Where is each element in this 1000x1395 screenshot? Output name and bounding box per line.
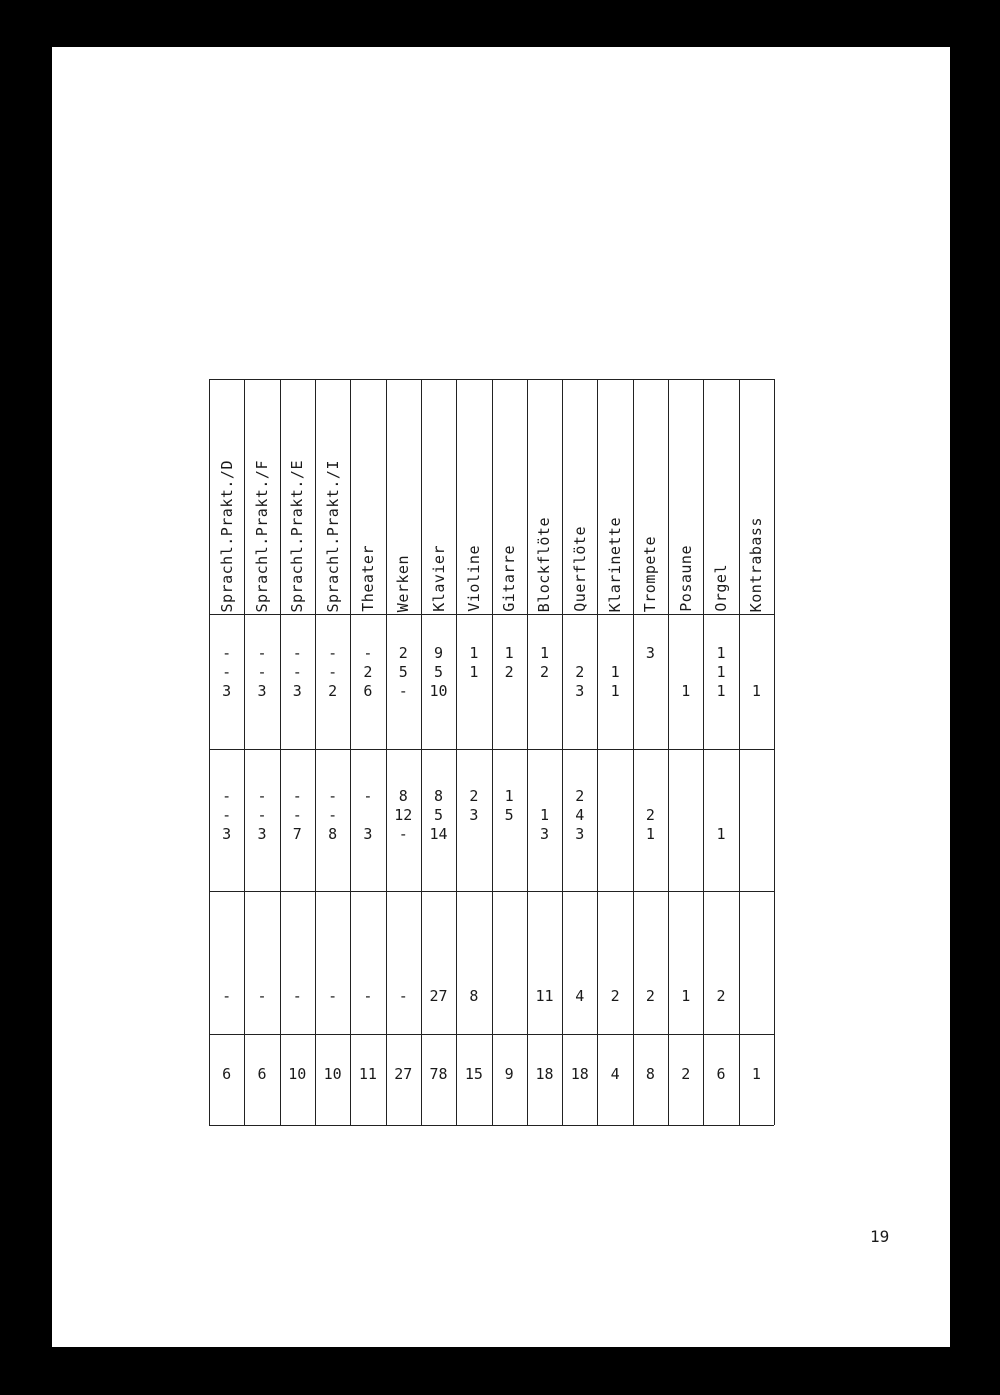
value-cell: 11 [535, 987, 554, 1005]
value-cell: - [222, 806, 232, 824]
value-cell: 1 [716, 825, 726, 843]
column-header-label: Sprachl.Prakt./E [288, 459, 307, 612]
value-cell: - [328, 787, 338, 805]
value-cell: 4 [575, 806, 585, 824]
column-header-label: Klavier [429, 545, 448, 612]
total-cell: 4 [610, 1065, 620, 1083]
value-cell: 1 [716, 644, 726, 662]
total-cell: 2 [681, 1065, 691, 1083]
column-header [703, 384, 738, 612]
value-cell: - [398, 825, 408, 843]
value-cell: 2 [645, 987, 655, 1005]
total-cell: 18 [570, 1065, 589, 1083]
value-cell: 14 [429, 825, 448, 843]
value-cell: 1 [751, 682, 761, 700]
value-cell: 3 [575, 825, 585, 843]
value-cell: 1 [469, 644, 479, 662]
value-cell: 1 [504, 787, 514, 805]
value-cell: - [328, 806, 338, 824]
total-cell: 15 [464, 1065, 483, 1083]
total-cell: 18 [535, 1065, 554, 1083]
value-cell: 27 [429, 987, 448, 1005]
column-header-label: Trompete [641, 535, 660, 612]
value-cell: 8 [469, 987, 479, 1005]
value-cell: 2 [504, 663, 514, 681]
column-header-label: Kontrabass [747, 516, 766, 612]
value-cell: 1 [610, 663, 620, 681]
column-header-label: Gitarre [500, 545, 519, 612]
value-cell: - [257, 987, 267, 1005]
value-cell: 8 [434, 787, 444, 805]
column-header-label: Werken [394, 554, 413, 612]
value-cell: - [257, 663, 267, 681]
value-cell: 3 [645, 644, 655, 662]
value-cell: 1 [681, 987, 691, 1005]
table-rule [209, 1125, 774, 1126]
value-cell: 3 [222, 682, 232, 700]
value-cell: - [328, 644, 338, 662]
value-cell: - [292, 663, 302, 681]
value-cell: 1 [469, 663, 479, 681]
column-header-label: Orgel [712, 564, 731, 612]
value-cell: - [398, 682, 408, 700]
column-header-label: Blockflöte [535, 516, 554, 612]
total-cell: 11 [358, 1065, 377, 1083]
value-cell: - [257, 644, 267, 662]
value-cell: 5 [398, 663, 408, 681]
value-cell: - [363, 787, 373, 805]
value-cell: - [292, 987, 302, 1005]
value-cell: - [292, 787, 302, 805]
value-cell: 2 [575, 787, 585, 805]
column-header-label: Theater [358, 545, 377, 612]
value-cell: 8 [328, 825, 338, 843]
total-cell: 27 [394, 1065, 413, 1083]
column-header [350, 384, 385, 612]
value-cell: 1 [539, 644, 549, 662]
column-header [280, 384, 315, 612]
value-cell: 12 [394, 806, 413, 824]
value-cell: 10 [429, 682, 448, 700]
value-cell: - [363, 987, 373, 1005]
document-page [52, 47, 950, 1347]
column-header [668, 384, 703, 612]
column-header [209, 384, 244, 612]
total-cell: 6 [257, 1065, 267, 1083]
value-cell: - [328, 663, 338, 681]
column-rule [774, 379, 775, 1125]
column-header [739, 384, 774, 612]
total-cell: 10 [288, 1065, 307, 1083]
value-cell: 6 [363, 682, 373, 700]
value-cell: 1 [539, 806, 549, 824]
column-header-label: Sprachl.Prakt./I [323, 459, 342, 612]
value-cell: 2 [575, 663, 585, 681]
value-cell: - [398, 987, 408, 1005]
total-cell: 8 [645, 1065, 655, 1083]
value-cell: 1 [645, 825, 655, 843]
total-cell: 9 [504, 1065, 514, 1083]
column-header-label: Querflöte [570, 526, 589, 612]
column-header-label: Sprachl.Prakt./D [217, 459, 236, 612]
value-cell: 2 [469, 787, 479, 805]
value-cell: 3 [469, 806, 479, 824]
value-cell: 3 [257, 825, 267, 843]
value-cell: 1 [716, 663, 726, 681]
value-cell: 4 [575, 987, 585, 1005]
value-cell: 2 [645, 806, 655, 824]
value-cell: - [222, 644, 232, 662]
value-cell: 5 [434, 663, 444, 681]
value-cell: 3 [257, 682, 267, 700]
value-cell: - [222, 987, 232, 1005]
value-cell: 8 [398, 787, 408, 805]
value-cell: - [328, 987, 338, 1005]
column-header-label: Posaune [676, 545, 695, 612]
column-header [562, 384, 597, 612]
column-header [527, 384, 562, 612]
value-cell: - [222, 663, 232, 681]
value-cell: 5 [504, 806, 514, 824]
value-cell: 7 [292, 825, 302, 843]
value-cell: 9 [434, 644, 444, 662]
value-cell: 3 [575, 682, 585, 700]
value-cell: 1 [716, 682, 726, 700]
column-header-label: Violine [464, 545, 483, 612]
value-cell: 3 [222, 825, 232, 843]
total-cell: 6 [716, 1065, 726, 1083]
column-header [597, 384, 632, 612]
value-cell: 1 [504, 644, 514, 662]
total-cell: 10 [323, 1065, 342, 1083]
value-cell: - [292, 806, 302, 824]
value-cell: 2 [716, 987, 726, 1005]
value-cell: 1 [610, 682, 620, 700]
column-header-label: Klarinette [606, 516, 625, 612]
value-cell: - [363, 644, 373, 662]
value-cell: 2 [398, 644, 408, 662]
value-cell: - [292, 644, 302, 662]
page-number: 19 [870, 1227, 890, 1246]
total-cell: 1 [751, 1065, 761, 1083]
value-cell: 2 [539, 663, 549, 681]
value-cell: - [257, 787, 267, 805]
column-header [386, 384, 421, 612]
column-header-label: Sprachl.Prakt./F [252, 459, 271, 612]
value-cell: 3 [363, 825, 373, 843]
total-cell: 6 [222, 1065, 232, 1083]
value-cell: 1 [681, 682, 691, 700]
column-header [244, 384, 279, 612]
value-cell: 2 [363, 663, 373, 681]
value-cell: 2 [328, 682, 338, 700]
column-header [633, 384, 668, 612]
column-header [492, 384, 527, 612]
column-header [456, 384, 491, 612]
value-cell: 5 [434, 806, 444, 824]
value-cell: - [257, 806, 267, 824]
value-cell: 2 [610, 987, 620, 1005]
value-cell: 3 [292, 682, 302, 700]
total-cell: 78 [429, 1065, 448, 1083]
column-header [315, 384, 350, 612]
value-cell: 3 [539, 825, 549, 843]
instrument-table [209, 379, 774, 1125]
value-cell: - [222, 787, 232, 805]
column-header [421, 384, 456, 612]
